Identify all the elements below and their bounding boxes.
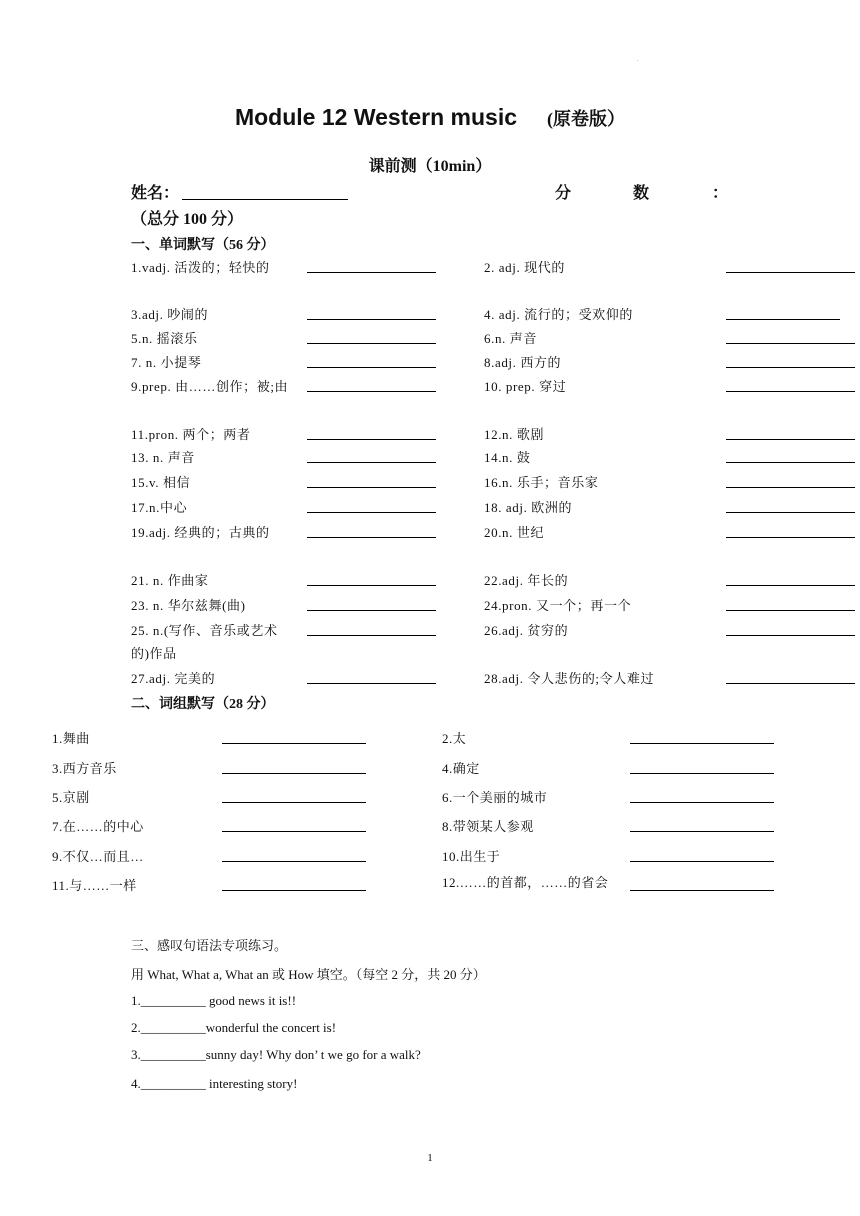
title-main: Module 12 Western music (234, 104, 518, 130)
exclamation-item-3[interactable]: 3.__________sunny day! Why don’ t we go for a walk? (131, 1047, 421, 1062)
score-label-3: ： (712, 185, 729, 202)
vocab-item-20: 20.n. 世纪 (484, 525, 545, 540)
phrase-answer-blank-3[interactable] (222, 773, 366, 774)
vocab-item-17: 17.n.中心 (131, 500, 188, 515)
vocab-answer-blank-14[interactable] (726, 462, 855, 463)
vocab-answer-blank-16[interactable] (726, 487, 855, 488)
phrase-item-9: 9.不仅…而且… (52, 849, 144, 864)
phrase-item-7: 7.在……的中心 (52, 819, 144, 834)
vocab-answer-blank-3[interactable] (307, 319, 436, 320)
vocab-answer-blank-4[interactable] (726, 319, 840, 320)
total-score: （总分 100 分） (131, 211, 244, 228)
phrase-answer-blank-1[interactable] (222, 743, 366, 744)
vocab-item-16: 16.n. 乐手；音乐家 (484, 475, 599, 490)
section3-heading: 三、感叹句语法专项练习。 (131, 938, 288, 953)
vocab-answer-blank-18[interactable] (726, 512, 855, 513)
name-blank[interactable] (182, 199, 348, 200)
vocab-answer-blank-13[interactable] (307, 462, 436, 463)
vocab-answer-blank-17[interactable] (307, 512, 436, 513)
vocab-answer-blank-21[interactable] (307, 585, 436, 586)
vocab-answer-blank-26[interactable] (726, 635, 855, 636)
vocab-item-21: 21. n. 作曲家 (131, 573, 209, 588)
vocab-answer-blank-23[interactable] (307, 610, 436, 611)
phrase-item-11: 11.与……一样 (52, 878, 137, 893)
vocab-item-2: 2. adj. 现代的 (484, 260, 565, 275)
vocab-item-23: 23. n. 华尔兹舞(曲) (131, 598, 246, 613)
vocab-item-27: 27.adj. 完美的 (131, 671, 216, 686)
phrase-item-5: 5.京剧 (52, 790, 90, 805)
phrase-item-10: 10.出生于 (442, 849, 501, 864)
vocab-answer-blank-11[interactable] (307, 439, 436, 440)
vocab-answer-blank-25[interactable] (307, 635, 436, 636)
name-label: 姓名： (131, 185, 180, 202)
vocab-item-6: 6.n. 声音 (484, 331, 537, 346)
vocab-answer-blank-6[interactable] (726, 343, 855, 344)
vocab-answer-blank-24[interactable] (726, 610, 855, 611)
vocab-answer-blank-20[interactable] (726, 537, 855, 538)
vocab-item-4: 4. adj. 流行的；受欢仰的 (484, 307, 633, 322)
exclamation-item-1[interactable]: 1.__________ good news it is!! (131, 993, 297, 1008)
section3-instruction: 用 What, What a, What an 或 How 填空。（每空 2 分，共 20 分） (131, 967, 486, 982)
vocab-item-26: 26.adj. 贫穷的 (484, 623, 569, 638)
top-mark: . (637, 57, 639, 63)
vocab-answer-blank-7[interactable] (307, 367, 436, 368)
vocab-answer-blank-8[interactable] (726, 367, 855, 368)
phrase-item-2: 2.太 (442, 731, 467, 746)
phrase-item-4: 4.确定 (442, 761, 480, 776)
vocab-item-19: 19.adj. 经典的；古典的 (131, 525, 270, 540)
vocab-answer-blank-10[interactable] (726, 391, 855, 392)
phrase-answer-blank-2[interactable] (630, 743, 774, 744)
vocab-item-28: 28.adj. 令人悲伤的;令人难过 (484, 671, 655, 686)
score-label-1: 分 (555, 185, 572, 202)
phrase-answer-blank-4[interactable] (630, 773, 774, 774)
phrase-item-1: 1.舞曲 (52, 731, 90, 746)
score-label-2: 数 (633, 185, 650, 202)
phrase-item-6: 6.一个美丽的城市 (442, 790, 548, 805)
vocab-item-12: 12.n. 歌剧 (484, 427, 545, 442)
vocab-item-7: 7. n. 小提琴 (131, 355, 202, 370)
vocab-item-15: 15.v. 相信 (131, 475, 191, 490)
page-title (0, 104, 860, 131)
exclamation-item-4[interactable]: 4.__________ interesting story! (131, 1076, 298, 1091)
vocab-item-8: 8.adj. 西方的 (484, 355, 562, 370)
phrase-answer-blank-9[interactable] (222, 861, 366, 862)
phrase-answer-blank-5[interactable] (222, 802, 366, 803)
phrase-answer-blank-11[interactable] (222, 890, 366, 891)
vocab-item-5: 5.n. 摇滚乐 (131, 331, 198, 346)
exclamation-item-2[interactable]: 2.__________wonderful the concert is! (131, 1020, 337, 1035)
vocab-item-13: 13. n. 声音 (131, 450, 195, 465)
section1-heading: 一、单词默写（56 分） (131, 238, 275, 253)
phrase-answer-blank-12[interactable] (630, 890, 774, 891)
vocab-item-11: 11.pron. 两个；两者 (131, 427, 251, 442)
phrase-item-3: 3.西方音乐 (52, 761, 117, 776)
vocab-item-24: 24.pron. 又一个；再一个 (484, 598, 632, 613)
phrase-answer-blank-10[interactable] (630, 861, 774, 862)
vocab-answer-blank-27[interactable] (307, 683, 436, 684)
vocab-item-18: 18. adj. 欧洲的 (484, 500, 573, 515)
phrase-answer-blank-7[interactable] (222, 831, 366, 832)
title-suffix: (原卷版） (547, 109, 626, 129)
vocab-answer-blank-9[interactable] (307, 391, 436, 392)
vocab-answer-blank-15[interactable] (307, 487, 436, 488)
subtitle: 课前测（10min） (368, 158, 492, 175)
vocab-item-10: 10. prep. 穿过 (484, 379, 567, 394)
vocab-item-3: 3.adj. 吵闹的 (131, 307, 209, 322)
vocab-answer-blank-12[interactable] (726, 439, 855, 440)
phrase-answer-blank-8[interactable] (630, 831, 774, 832)
vocab-item-14: 14.n. 鼓 (484, 450, 531, 465)
phrase-item-12: 12.……的首都，……的省会 (442, 875, 609, 890)
vocab-item-22: 22.adj. 年长的 (484, 573, 569, 588)
vocab-item-1: 1.vadj. 活泼的；轻快的 (131, 260, 270, 275)
vocab-answer-blank-5[interactable] (307, 343, 436, 344)
vocab-item-9: 9.prep. 由……创作；被;由 (131, 379, 289, 394)
page-number: 1 (427, 1152, 433, 1164)
vocab-answer-blank-22[interactable] (726, 585, 855, 586)
section2-heading: 二、词组默写（28 分） (131, 697, 275, 712)
vocab-answer-blank-19[interactable] (307, 537, 436, 538)
vocab-answer-blank-28[interactable] (726, 683, 855, 684)
phrase-answer-blank-6[interactable] (630, 802, 774, 803)
phrase-item-8: 8.带领某人参观 (442, 819, 534, 834)
vocab-answer-blank-1[interactable] (307, 272, 436, 273)
vocab-answer-blank-2[interactable] (726, 272, 855, 273)
vocab-item-25: 25. n.(写作、音乐或艺术的)作品 (131, 623, 278, 661)
